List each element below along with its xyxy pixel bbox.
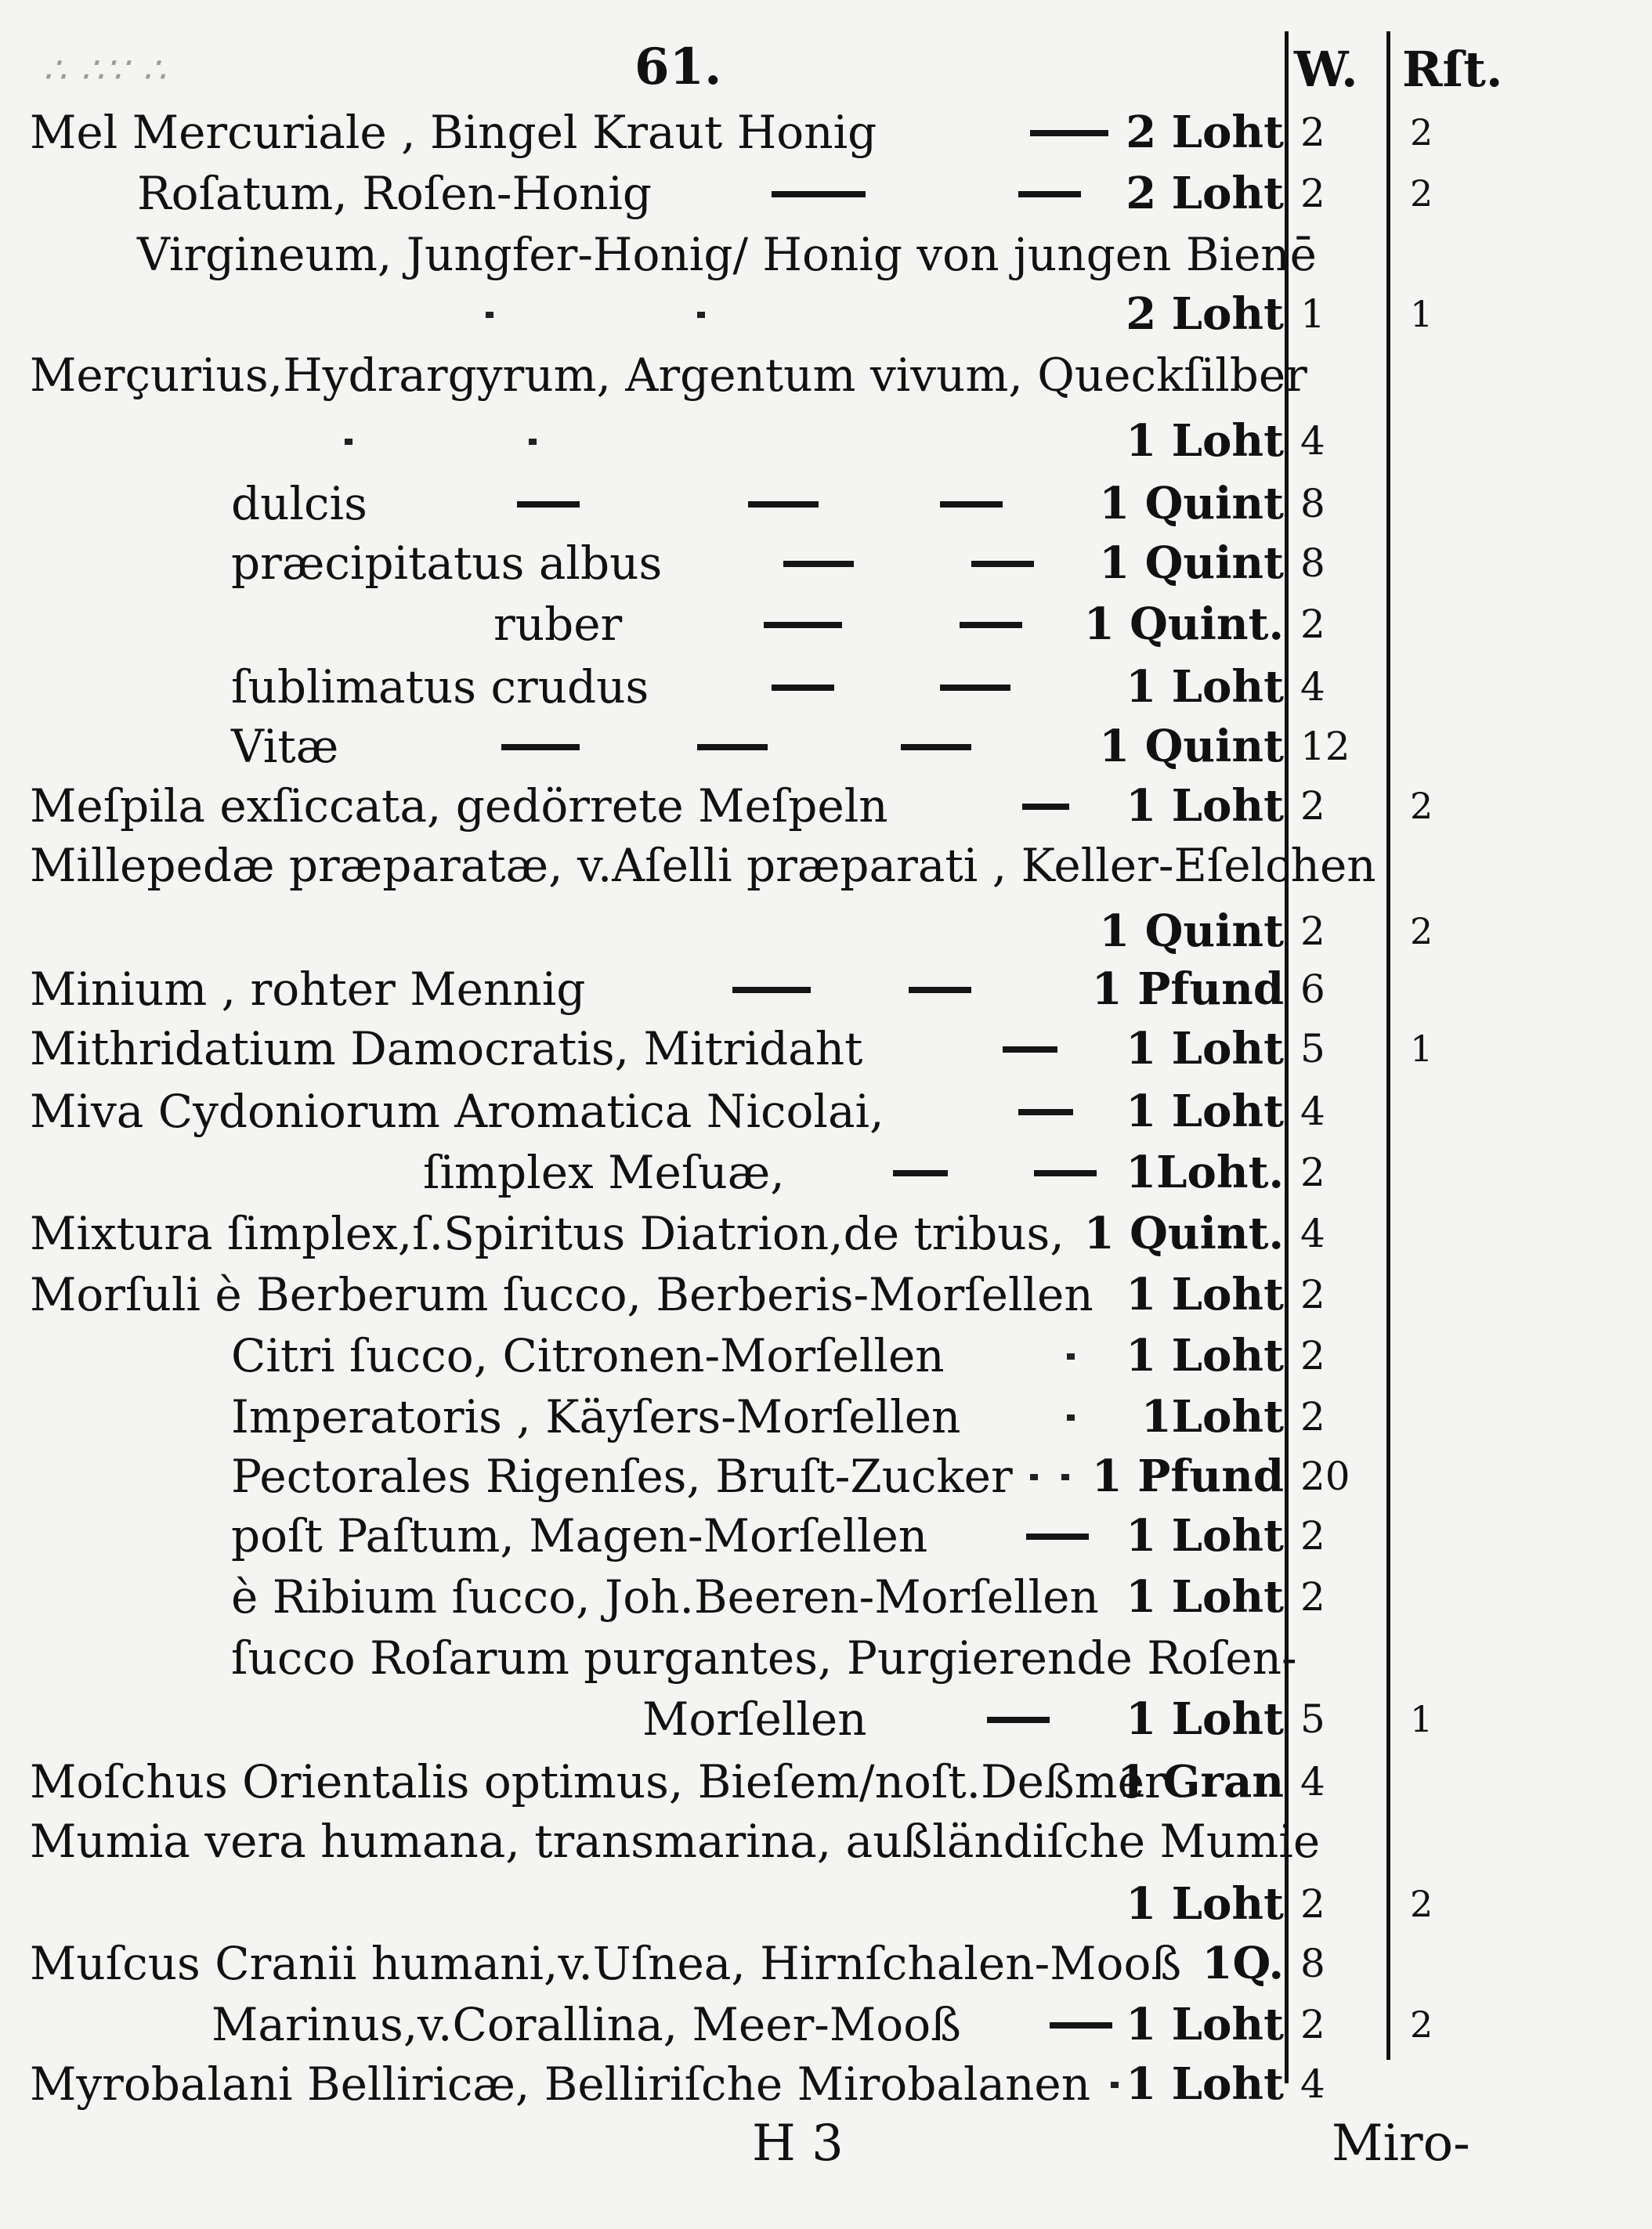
list-item [0, 1751, 1652, 1812]
entry-name: Marinus,v.Corallina, Meer-Mooß [211, 1998, 961, 2051]
entry-quantity: 2 Loht [1126, 288, 1284, 340]
price-rst: 2 [1410, 785, 1433, 827]
leader-dash [1050, 2022, 1112, 2028]
entry-name: Citri ſucco, Citronen-Morſellen [231, 1329, 945, 1382]
entry-name: Muſcus Cranii humani,v.Uſnea, Hirnſchalen-Mooß [30, 1937, 1182, 1990]
leader-dash [893, 1170, 948, 1176]
price-w: 4 [1300, 1089, 1325, 1134]
list-item [0, 1566, 1652, 1627]
entry-quantity: 1 Loht [1126, 1571, 1284, 1623]
entry-quantity: 1 Loht [1126, 1269, 1284, 1320]
price-w: 2 [1300, 2002, 1325, 2047]
entry-quantity: 1 Gran [1117, 1756, 1284, 1808]
price-rst: 2 [1410, 910, 1433, 952]
price-w: 2 [1300, 1272, 1325, 1317]
price-w: 12 [1300, 724, 1350, 769]
price-rst: 1 [1410, 1028, 1433, 1070]
entry-name: Millepedæ præparatæ, v.Aſelli præparati , Keller-Eſelchen [30, 839, 1376, 892]
leader-dash [987, 1717, 1050, 1723]
entry-name: ſucco Roſarum purgantes, Purgierende Roſen- [231, 1631, 1297, 1685]
price-w: 2 [1300, 1574, 1325, 1620]
price-w: 2 [1300, 171, 1325, 216]
entry-name: Moſchus Orientalis optimus, Bieſem/noſt.Deßmer [30, 1755, 1166, 1808]
leader-dash [345, 439, 352, 445]
leader-dash [697, 744, 768, 750]
column-header-rst: Rſt. [1402, 41, 1503, 98]
entry-name: dulcis [231, 477, 367, 530]
leader-dash [901, 744, 971, 750]
entry-quantity: 1 Loht [1126, 1330, 1284, 1382]
leader-dash [960, 622, 1022, 628]
entry-name: Imperatoris , Käyſers-Morſellen [231, 1390, 961, 1443]
price-w: 2 [1300, 602, 1325, 647]
entry-name: Virgineum, Jungfer-Honig/ Honig von jungen Bienē [137, 228, 1317, 281]
entry-quantity: 1 Quint [1099, 905, 1284, 957]
list-item [0, 775, 1652, 836]
entry-quantity: 1 Loht [1126, 1999, 1284, 2050]
entry-quantity: 1 Loht [1126, 2058, 1284, 2110]
entry-quantity: 1 Quint [1099, 478, 1284, 529]
list-item [0, 224, 1652, 285]
price-rst: 1 [1410, 293, 1433, 335]
entry-quantity: 1 Quint. [1083, 1208, 1284, 1259]
entry-name: Vitæ [231, 720, 339, 773]
leader-dash [940, 501, 1003, 508]
price-w: 4 [1300, 418, 1325, 464]
price-w: 6 [1300, 966, 1325, 1012]
page-number: 61. [634, 38, 722, 96]
leader-dash [1067, 1414, 1075, 1421]
leader-dash [748, 501, 819, 508]
list-item [0, 1325, 1652, 1386]
entry-name: Mel Mercuriale , Bingel Kraut Honig [30, 106, 877, 159]
entry-quantity: 1 Pfund [1091, 1450, 1284, 1502]
list-item [0, 1203, 1652, 1264]
price-w: 8 [1300, 540, 1325, 586]
leader-dash [1003, 1046, 1057, 1053]
entry-name: Morſellen [642, 1693, 867, 1746]
list-item [0, 1505, 1652, 1566]
list-item [0, 716, 1652, 777]
leader-dash [764, 622, 842, 628]
entry-name: Roſatum, Roſen-Honig [137, 167, 652, 220]
price-w: 5 [1300, 1696, 1325, 1742]
leader-dash [1030, 130, 1108, 136]
list-item [0, 345, 1652, 406]
leader-dash [1067, 1353, 1075, 1360]
entry-quantity: 1 Loht [1126, 780, 1284, 832]
leader-dash [517, 501, 580, 508]
catchword: Miro- [1332, 2115, 1470, 2173]
price-w: 2 [1300, 1150, 1325, 1195]
price-w: 2 [1300, 783, 1325, 829]
leader-dash [1018, 1109, 1073, 1115]
entry-name: Mixtura ſimplex,ſ.Spiritus Diatrion,de tribus, [30, 1207, 1065, 1260]
list-item [0, 1933, 1652, 1994]
list-item [0, 2054, 1652, 2115]
list-item [0, 901, 1652, 962]
list-item [0, 1018, 1652, 1079]
list-item [0, 594, 1652, 655]
list-item [0, 163, 1652, 224]
price-w: 2 [1300, 1881, 1325, 1927]
list-item [0, 102, 1652, 163]
list-item [0, 1142, 1652, 1203]
price-rst: 1 [1410, 1698, 1433, 1740]
entry-name: Meſpila exſiccata, gedörrete Meſpeln [30, 779, 888, 833]
price-w: 2 [1300, 909, 1325, 954]
entry-name: ſublimatus crudus [231, 660, 649, 713]
leader-dash [529, 439, 537, 445]
list-item [0, 656, 1652, 717]
entry-quantity: 1Loht [1140, 1391, 1284, 1443]
entry-name: Miva Cydoniorum Aromatica Nicolai, [30, 1085, 884, 1138]
signature-mark: H 3 [752, 2115, 844, 2173]
entry-quantity: 1 Loht [1126, 415, 1284, 467]
leader-dash [1018, 191, 1081, 197]
price-w: 8 [1300, 1941, 1325, 1986]
entry-quantity: 1 Pfund [1091, 963, 1284, 1015]
price-w: 2 [1300, 1333, 1325, 1378]
list-item [0, 1446, 1652, 1507]
price-rst: 2 [1410, 172, 1433, 215]
price-rst: 2 [1410, 2003, 1433, 2046]
leader-dash [697, 312, 705, 318]
entry-name: ruber [493, 598, 623, 651]
list-item [0, 1994, 1652, 2055]
entry-name: Mumia vera humana, transmarina, außländiſche Mumie [30, 1815, 1321, 1868]
entry-quantity: 1 Loht [1126, 1086, 1284, 1137]
leader-dash [1111, 2082, 1119, 2088]
leader-dash [486, 312, 493, 318]
list-item [0, 1873, 1652, 1935]
list-item [0, 473, 1652, 534]
faded-stamp-mark: ∴ ∴∵ ∴ [43, 49, 168, 91]
leader-dash [772, 685, 834, 691]
leader-dash [1034, 1170, 1097, 1176]
list-item [0, 1811, 1652, 1872]
price-w: 2 [1300, 110, 1325, 155]
entry-quantity: 2 Loht [1126, 168, 1284, 219]
entry-quantity: 1Loht. [1126, 1147, 1284, 1198]
leader-dash [1061, 1474, 1069, 1480]
leader-dash [772, 191, 866, 197]
leader-dash [1022, 804, 1069, 810]
price-rst: 2 [1410, 1883, 1433, 1925]
price-w: 4 [1300, 1211, 1325, 1256]
entry-quantity: 1 Quint [1099, 537, 1284, 589]
entry-quantity: 1Q. [1202, 1938, 1284, 1989]
entry-quantity: 1 Loht [1126, 1878, 1284, 1930]
price-w: 20 [1300, 1454, 1350, 1499]
price-w: 4 [1300, 1759, 1325, 1805]
entry-name: Mithridatium Damocratis, Mitridaht [30, 1022, 863, 1075]
leader-dash [940, 685, 1010, 691]
entry-quantity: 1 Loht [1126, 661, 1284, 713]
leader-dash [732, 987, 811, 993]
entry-name: Myrobalani Belliricæ, Belliriſche Mirobalanen [30, 2057, 1091, 2111]
leader-dash [1026, 1534, 1089, 1540]
price-w: 5 [1300, 1026, 1325, 1071]
leader-dash [971, 561, 1034, 567]
list-item [0, 533, 1652, 594]
price-w: 2 [1300, 1394, 1325, 1440]
price-w: 1 [1300, 291, 1325, 337]
entry-quantity: 1 Loht [1126, 1023, 1284, 1075]
column-header-w: W. [1294, 41, 1358, 98]
list-item [0, 959, 1652, 1020]
entry-name: Morſuli è Berberum ſucco, Berberis-Morſellen [30, 1268, 1094, 1321]
entry-quantity: 1 Loht [1126, 1693, 1284, 1745]
entry-quantity: 1 Loht [1126, 1510, 1284, 1562]
entry-quantity: 2 Loht [1126, 107, 1284, 158]
leader-dash [783, 561, 854, 567]
entry-quantity: 1 Quint. [1083, 598, 1284, 650]
list-item [0, 1081, 1652, 1142]
price-rst: 2 [1410, 111, 1433, 154]
entry-name: è Ribium ſucco, Joh.Beeren-Morſellen [231, 1570, 1099, 1624]
leader-dash [909, 987, 971, 993]
list-item [0, 284, 1652, 345]
list-item [0, 1627, 1652, 1689]
entry-name: Merçurius,Hydrargyrum, Argentum vivum, Queckſilber [30, 349, 1307, 402]
leader-dash [1030, 1474, 1038, 1480]
list-item [0, 835, 1652, 896]
list-item [0, 1386, 1652, 1447]
list-item [0, 1264, 1652, 1325]
entry-name: præcipitatus albus [231, 536, 663, 590]
price-w: 4 [1300, 2061, 1325, 2107]
entry-name: ſimplex Meſuæ, [423, 1146, 785, 1199]
price-w: 2 [1300, 1513, 1325, 1559]
price-w: 8 [1300, 481, 1325, 526]
list-item [0, 410, 1652, 471]
price-w: 4 [1300, 664, 1325, 710]
entry-quantity: 1 Quint [1099, 721, 1284, 772]
entry-name: Pectorales Rigenſes, Bruſt-Zucker [231, 1450, 1013, 1503]
entry-name: Minium , rohter Mennig [30, 963, 586, 1016]
entry-name: poſt Paſtum, Magen-Morſellen [231, 1509, 928, 1562]
leader-dash [501, 744, 580, 750]
list-item [0, 1689, 1652, 1750]
